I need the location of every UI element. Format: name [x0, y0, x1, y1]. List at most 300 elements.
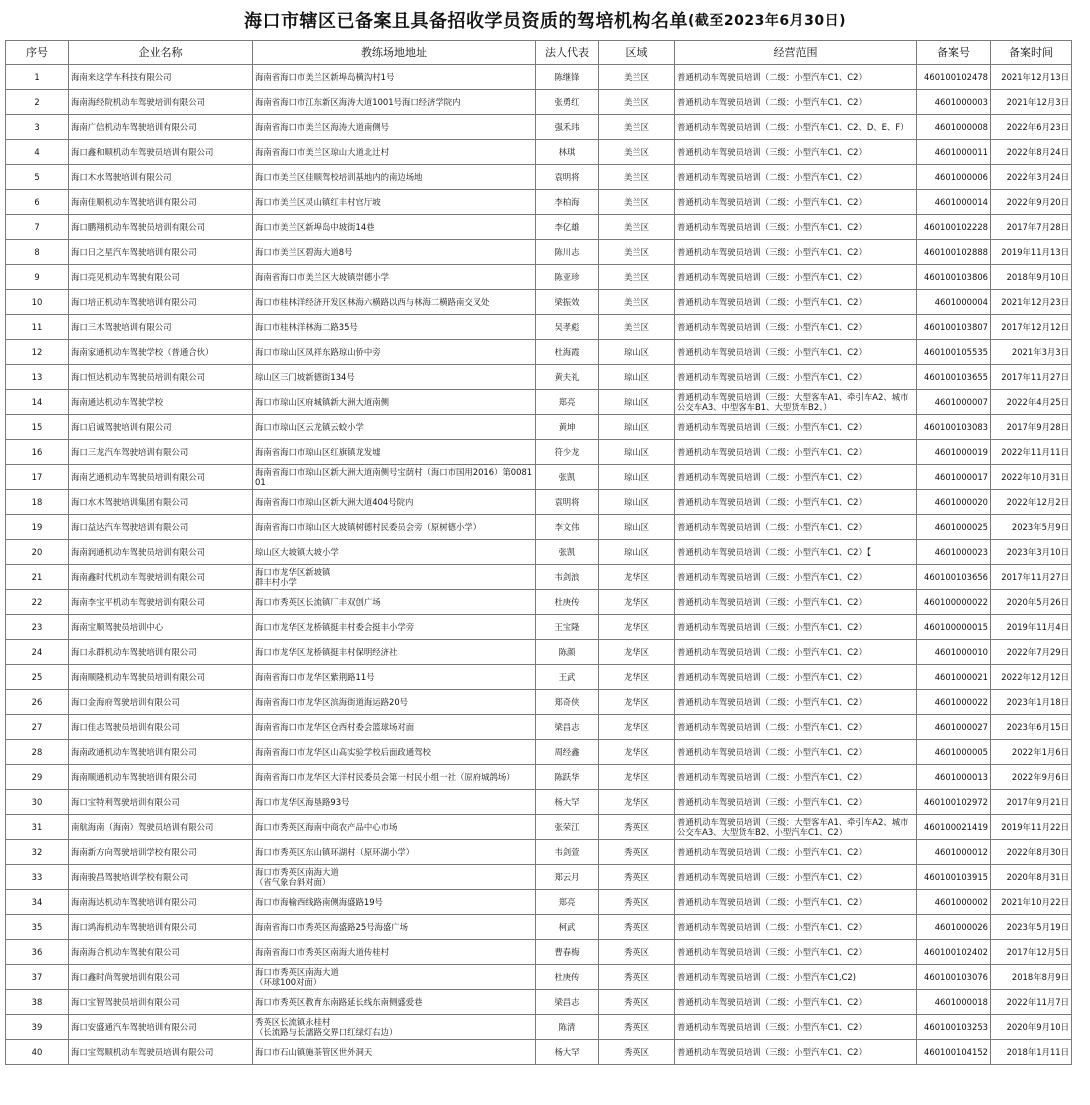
cell-registration-date: 2023年5月19日 — [991, 915, 1072, 940]
cell-registration-no: 460100103807 — [917, 315, 991, 340]
cell-company-name: 海南通达机动车驾驶学校 — [69, 390, 253, 415]
cell-registration-no: 4601000002 — [917, 890, 991, 915]
cell-registration-date: 2018年1月11日 — [991, 1040, 1072, 1065]
table-row — [6, 465, 1072, 490]
cell-index: 9 — [6, 265, 69, 290]
cell-legal-rep: 李亿雄 — [536, 215, 599, 240]
cell-registration-date: 2017年11月27日 — [991, 565, 1072, 590]
cell-index: 16 — [6, 440, 69, 465]
cell-training-address: 琼山区大坡镇大坡小学 — [253, 540, 536, 565]
cell-business-scope: 普通机动车驾驶员培训（三级：小型汽车C1、C2） — [675, 565, 917, 590]
cell-district: 琼山区 — [599, 340, 675, 365]
table-row — [6, 1015, 1072, 1040]
cell-legal-rep: 陈川志 — [536, 240, 599, 265]
cell-district: 琼山区 — [599, 515, 675, 540]
cell-business-scope: 普通机动车驾驶员培训（二级：小型汽车C1、C2） — [675, 715, 917, 740]
cell-business-scope: 普通机动车驾驶员培训（三级：小型汽车C1、C2） — [675, 940, 917, 965]
cell-company-name: 南航海南（海南）驾驶员培训有限公司 — [69, 815, 253, 840]
cell-company-name: 海口宝特利驾驶培训有限公司 — [69, 790, 253, 815]
table-row — [6, 140, 1072, 165]
table-row — [6, 340, 1072, 365]
table-row — [6, 565, 1072, 590]
cell-index: 34 — [6, 890, 69, 915]
cell-training-address: 海南省海口市美兰区琼山大道北辻村 — [253, 140, 536, 165]
cell-legal-rep: 韦剑浪 — [536, 565, 599, 590]
cell-legal-rep: 杜庚传 — [536, 590, 599, 615]
cell-company-name: 海南来这学车科技有限公司 — [69, 65, 253, 90]
cell-training-address: 海南省海口市琼山区红旗镇龙发墟 — [253, 440, 536, 465]
cell-registration-date: 2019年11月22日 — [991, 815, 1072, 840]
table-row — [6, 290, 1072, 315]
cell-registration-date: 2021年10月22日 — [991, 890, 1072, 915]
cell-training-address: 海南省海口市龙华区仓西村委会篮球场对面 — [253, 715, 536, 740]
cell-business-scope: 普通机动车驾驶员培训（三级：小型汽车C1、C2） — [675, 615, 917, 640]
cell-registration-no: 4601000021 — [917, 665, 991, 690]
cell-registration-date: 2022年1月6日 — [991, 740, 1072, 765]
cell-legal-rep: 郑亮 — [536, 890, 599, 915]
cell-district: 美兰区 — [599, 165, 675, 190]
header-cell: 备案时间 — [991, 41, 1072, 65]
cell-legal-rep: 郑奇侠 — [536, 690, 599, 715]
cell-business-scope: 普通机动车驾驶员培训（二级：小型汽车C1、C2） — [675, 990, 917, 1015]
cell-registration-no: 4601000003 — [917, 90, 991, 115]
cell-company-name: 海口宝驾顺机动车驾驶员培训有限公司 — [69, 1040, 253, 1065]
cell-company-name: 海南海合机动车驾驶有限公司 — [69, 940, 253, 965]
cell-business-scope: 普通机动车驾驶员培训（二级：小型汽车C1、C2） — [675, 165, 917, 190]
cell-business-scope: 普通机动车驾驶员培训（二级：小型汽车C1、C2） — [675, 690, 917, 715]
cell-district: 龙华区 — [599, 665, 675, 690]
cell-company-name: 海南家通机动车驾驶学校（普通合伙） — [69, 340, 253, 365]
cell-index: 13 — [6, 365, 69, 390]
cell-district: 龙华区 — [599, 615, 675, 640]
cell-registration-no: 460100103656 — [917, 565, 991, 590]
cell-index: 36 — [6, 940, 69, 965]
cell-registration-date: 2022年8月24日 — [991, 140, 1072, 165]
cell-registration-no: 4601000019 — [917, 440, 991, 465]
cell-legal-rep: 王宝隆 — [536, 615, 599, 640]
cell-registration-date: 2021年12月23日 — [991, 290, 1072, 315]
cell-business-scope: 普通机动车驾驶员培训（三级：小型汽车C1、C2） — [675, 1015, 917, 1040]
cell-district: 龙华区 — [599, 740, 675, 765]
cell-training-address: 海口市龙华区海垦路93号 — [253, 790, 536, 815]
cell-training-address: 海口市美兰区灵山镇红丰村官厅坡 — [253, 190, 536, 215]
cell-registration-date: 2023年6月15日 — [991, 715, 1072, 740]
cell-registration-no: 460100103915 — [917, 865, 991, 890]
cell-legal-rep: 杜海霞 — [536, 340, 599, 365]
cell-district: 美兰区 — [599, 190, 675, 215]
cell-registration-no: 460100000022 — [917, 590, 991, 615]
table-row — [6, 840, 1072, 865]
cell-business-scope: 普通机动车驾驶员培训（三级：小型汽车C1、C2） — [675, 240, 917, 265]
table-row — [6, 640, 1072, 665]
cell-index: 38 — [6, 990, 69, 1015]
table-row — [6, 165, 1072, 190]
table-row — [6, 615, 1072, 640]
cell-company-name: 海南广信机动车驾驶培训有限公司 — [69, 115, 253, 140]
cell-training-address: 海口市秀英区南海大道 （环球100对面） — [253, 965, 536, 990]
cell-district: 琼山区 — [599, 365, 675, 390]
cell-registration-no: 460100000015 — [917, 615, 991, 640]
cell-business-scope: 普通机动车驾驶员培训（二级：小型汽车C1、C2） — [675, 840, 917, 865]
cell-training-address: 海口市秀英区教育东南路延长线东南侧盛爱巷 — [253, 990, 536, 1015]
cell-district: 琼山区 — [599, 465, 675, 490]
cell-index: 40 — [6, 1040, 69, 1065]
cell-legal-rep: 强禾玮 — [536, 115, 599, 140]
cell-training-address: 海口市琼山区府城镇新大洲大道南侧 — [253, 390, 536, 415]
cell-business-scope: 普通机动车驾驶员培训（二级：小型汽车C1,C2) — [675, 965, 917, 990]
cell-business-scope: 普通机动车驾驶员培训（三级：小型汽车C1、C2） — [675, 315, 917, 340]
cell-business-scope: 普通机动车驾驶员培训（三级：大型客车A1、牵引车A2、城市公交车A3、大型货车B2、小型汽车C1、C2） — [675, 815, 917, 840]
cell-registration-date: 2018年8月9日 — [991, 965, 1072, 990]
table-row — [6, 190, 1072, 215]
cell-training-address: 海口市秀英区长流镇厂丰双创广场 — [253, 590, 536, 615]
cell-registration-no: 4601000025 — [917, 515, 991, 540]
cell-registration-date: 2022年12月2日 — [991, 490, 1072, 515]
cell-training-address: 海南省海口市龙华区山高实验学校后面政通驾校 — [253, 740, 536, 765]
cell-business-scope: 普通机动车驾驶员培训（二级：小型汽车C1、C2） — [675, 190, 917, 215]
table-row — [6, 440, 1072, 465]
cell-business-scope: 普通机动车驾驶员培训（三级：小型汽车C1、C2） — [675, 265, 917, 290]
cell-registration-date: 2017年9月21日 — [991, 790, 1072, 815]
cell-business-scope: 普通机动车驾驶员培训（三级：小型汽车C1、C2） — [675, 365, 917, 390]
table-row — [6, 715, 1072, 740]
cell-index: 28 — [6, 740, 69, 765]
cell-company-name: 海口永群机动车驾驶培训有限公司 — [69, 640, 253, 665]
table-row — [6, 690, 1072, 715]
cell-index: 6 — [6, 190, 69, 215]
cell-registration-date: 2022年6月23日 — [991, 115, 1072, 140]
cell-index: 10 — [6, 290, 69, 315]
table-row — [6, 665, 1072, 690]
cell-index: 26 — [6, 690, 69, 715]
cell-legal-rep: 杨大罕 — [536, 790, 599, 815]
cell-registration-no: 460100104152 — [917, 1040, 991, 1065]
cell-legal-rep: 吴孝彪 — [536, 315, 599, 340]
cell-registration-date: 2023年3月10日 — [991, 540, 1072, 565]
cell-registration-date: 2020年5月26日 — [991, 590, 1072, 615]
table-row — [6, 740, 1072, 765]
cell-legal-rep: 杨大罕 — [536, 1040, 599, 1065]
table-row — [6, 990, 1072, 1015]
cell-company-name: 海南海经院机动车驾驶培训有限公司 — [69, 90, 253, 115]
cell-business-scope: 普通机动车驾驶员培训（三级：小型汽车C1、C2） — [675, 1040, 917, 1065]
cell-registration-date: 2022年11月11日 — [991, 440, 1072, 465]
cell-registration-date: 2017年11月27日 — [991, 365, 1072, 390]
cell-company-name: 海南艺通机动车驾驶员培训有限公司 — [69, 465, 253, 490]
table-row — [6, 815, 1072, 840]
cell-training-address: 海口市龙华区龙桥镇挺丰村保明经济社 — [253, 640, 536, 665]
cell-company-name: 海南新方向驾驶培训学校有限公司 — [69, 840, 253, 865]
cell-registration-no: 460100102402 — [917, 940, 991, 965]
cell-index: 22 — [6, 590, 69, 615]
cell-legal-rep: 柯武 — [536, 915, 599, 940]
cell-legal-rep: 黄夫礼 — [536, 365, 599, 390]
cell-company-name: 海南李宝平机动车驾驶培训有限公司 — [69, 590, 253, 615]
cell-business-scope: 普通机动车驾驶员培训（三级：小型汽车C1、C2） — [675, 340, 917, 365]
cell-index: 33 — [6, 865, 69, 890]
cell-business-scope: 普通机动车驾驶员培训（二级：小型汽车C1、C2） — [675, 640, 917, 665]
cell-company-name: 海南顺通机动车驾驶培训有限公司 — [69, 765, 253, 790]
cell-registration-no: 460100105535 — [917, 340, 991, 365]
cell-registration-date: 2019年11月13日 — [991, 240, 1072, 265]
cell-training-address: 海南省海口市琼山区新大洲大道南侧号宝荫村（海口市国用2016）第008101 — [253, 465, 536, 490]
cell-registration-no: 460100103253 — [917, 1015, 991, 1040]
cell-business-scope: 普通机动车驾驶员培训（二级：小型汽车C1、C2） — [675, 490, 917, 515]
cell-district: 龙华区 — [599, 565, 675, 590]
cell-registration-no: 4601000020 — [917, 490, 991, 515]
cell-company-name: 海南骏昌驾驶培训学校有限公司 — [69, 865, 253, 890]
cell-business-scope: 普通机动车驾驶员培训（二级：小型汽车C1、C2） — [675, 290, 917, 315]
cell-district: 秀英区 — [599, 890, 675, 915]
table-row — [6, 265, 1072, 290]
cell-registration-date: 2022年8月30日 — [991, 840, 1072, 865]
cell-district: 美兰区 — [599, 265, 675, 290]
cell-registration-date: 2022年11月7日 — [991, 990, 1072, 1015]
table-row — [6, 865, 1072, 890]
cell-registration-date: 2022年10月31日 — [991, 465, 1072, 490]
cell-legal-rep: 袁明将 — [536, 165, 599, 190]
cell-legal-rep: 梁振效 — [536, 290, 599, 315]
table-row — [6, 890, 1072, 915]
cell-business-scope: 普通机动车驾驶员培训（三级：小型汽车C1、C2） — [675, 590, 917, 615]
cell-legal-rep: 梁昌志 — [536, 990, 599, 1015]
cell-district: 秀英区 — [599, 1040, 675, 1065]
cell-training-address: 海口市琼山区凤祥东路琼山侨中旁 — [253, 340, 536, 365]
cell-company-name: 海口益达汽车驾驶培训有限公司 — [69, 515, 253, 540]
cell-business-scope: 普通机动车驾驶员培训（二级：小型汽车C1、C2） — [675, 915, 917, 940]
table-row — [6, 490, 1072, 515]
cell-registration-date: 2021年12月3日 — [991, 90, 1072, 115]
cell-company-name: 海口三龙汽车驾驶培训有限公司 — [69, 440, 253, 465]
header-cell: 序号 — [6, 41, 69, 65]
cell-index: 32 — [6, 840, 69, 865]
cell-registration-date: 2018年9月10日 — [991, 265, 1072, 290]
cell-training-address: 海口市琼山区云龙镇云蛟小学 — [253, 415, 536, 440]
cell-legal-rep: 陈亚珍 — [536, 265, 599, 290]
cell-legal-rep: 梁昌志 — [536, 715, 599, 740]
cell-business-scope: 普通机动车驾驶员培训（二级：小型汽车C1、C2） — [675, 465, 917, 490]
cell-business-scope: 普通机动车驾驶员培训（二级：小型汽车C1、C2） — [675, 440, 917, 465]
cell-company-name: 海口亮见机动车驾驶有限公司 — [69, 265, 253, 290]
cell-registration-no: 460100102478 — [917, 65, 991, 90]
cell-business-scope: 普通机动车驾驶员培训（二级：小型汽车C1、C2、D、E、F） — [675, 115, 917, 140]
cell-district: 美兰区 — [599, 90, 675, 115]
cell-registration-date: 2022年3月24日 — [991, 165, 1072, 190]
cell-registration-date: 2023年1月18日 — [991, 690, 1072, 715]
cell-district: 秀英区 — [599, 915, 675, 940]
title-main: 海口市辖区已备案且具备招收学员资质的驾培机构名单 — [244, 11, 688, 32]
cell-index: 11 — [6, 315, 69, 340]
cell-legal-rep: 黄坤 — [536, 415, 599, 440]
cell-registration-date: 2017年12月12日 — [991, 315, 1072, 340]
cell-business-scope: 普通机动车驾驶员培训（二级：小型汽车C1、C2） — [675, 665, 917, 690]
page-title — [0, 0, 1090, 40]
cell-company-name: 海南宝顺驾驶员培训中心 — [69, 615, 253, 640]
cell-district: 美兰区 — [599, 290, 675, 315]
cell-index: 23 — [6, 615, 69, 640]
cell-registration-no: 4601000011 — [917, 140, 991, 165]
cell-training-address: 海南省海口市美兰区新埠岛横沟村1号 — [253, 65, 536, 90]
cell-registration-no: 4601000014 — [917, 190, 991, 215]
cell-training-address: 海口市美兰区新埠岛中坡街14巷 — [253, 215, 536, 240]
cell-district: 美兰区 — [599, 215, 675, 240]
table-row — [6, 415, 1072, 440]
cell-training-address: 海南省海口市龙华区紫荆路11号 — [253, 665, 536, 690]
cell-index: 30 — [6, 790, 69, 815]
cell-company-name: 海口恒达机动车驾驶员培训有限公司 — [69, 365, 253, 390]
cell-company-name: 海口鸿海机动车驾驶培训有限公司 — [69, 915, 253, 940]
header-cell: 教练场地地址 — [253, 41, 536, 65]
cell-district: 秀英区 — [599, 940, 675, 965]
cell-district: 秀英区 — [599, 965, 675, 990]
cell-registration-no: 4601000027 — [917, 715, 991, 740]
table-row — [6, 215, 1072, 240]
cell-business-scope: 普通机动车驾驶员培训（三级：大型客车A1、牵引车A2、城市公交车A3、中型客车B1、大型货车B2、） — [675, 390, 917, 415]
cell-registration-date: 2021年12月13日 — [991, 65, 1072, 90]
cell-registration-date: 2017年9月28日 — [991, 415, 1072, 440]
cell-district: 美兰区 — [599, 115, 675, 140]
cell-registration-date: 2022年9月20日 — [991, 190, 1072, 215]
cell-legal-rep: 林琪 — [536, 140, 599, 165]
cell-index: 27 — [6, 715, 69, 740]
cell-district: 琼山区 — [599, 440, 675, 465]
cell-training-address: 海口市石山镇施茶管区世外洞天 — [253, 1040, 536, 1065]
cell-business-scope: 普通机动车驾驶员培训（二级：小型汽车C1、C2）【 — [675, 540, 917, 565]
cell-training-address: 海南省海口市秀英区海盛路25号海盛广场 — [253, 915, 536, 940]
cell-legal-rep: 张凯 — [536, 540, 599, 565]
cell-company-name: 海口鑫和顺机动车驾驶员培训有限公司 — [69, 140, 253, 165]
header-cell: 经营范围 — [675, 41, 917, 65]
cell-registration-date: 2022年4月25日 — [991, 390, 1072, 415]
cell-index: 20 — [6, 540, 69, 565]
table-row — [6, 540, 1072, 565]
cell-training-address: 海南省海口市龙华区大洋村民委员会第一村民小组一社（原府城鸽场） — [253, 765, 536, 790]
cell-training-address: 海南省海口市龙华区滨海街道海运路20号 — [253, 690, 536, 715]
table-row — [6, 790, 1072, 815]
cell-company-name: 海口宝智驾驶员培训有限公司 — [69, 990, 253, 1015]
cell-training-address: 海口市美兰区佳顺驾校培训基地内的南边场地 — [253, 165, 536, 190]
cell-index: 39 — [6, 1015, 69, 1040]
cell-legal-rep: 郑云月 — [536, 865, 599, 890]
cell-training-address: 海口市秀英区南海大道 （省气象台斜对面） — [253, 865, 536, 890]
cell-registration-no: 4601000013 — [917, 765, 991, 790]
cell-business-scope: 普通机动车驾驶员培训（二级：小型汽车C1、C2） — [675, 65, 917, 90]
cell-district: 秀英区 — [599, 990, 675, 1015]
cell-district: 秀英区 — [599, 1015, 675, 1040]
cell-registration-date: 2020年8月31日 — [991, 865, 1072, 890]
cell-index: 12 — [6, 340, 69, 365]
cell-company-name: 海南佳顺机动车驾驶培训有限公司 — [69, 190, 253, 215]
cell-index: 25 — [6, 665, 69, 690]
header-cell: 企业名称 — [69, 41, 253, 65]
cell-training-address: 海口市秀英区东山镇环湖村（原环湖小学） — [253, 840, 536, 865]
cell-district: 美兰区 — [599, 315, 675, 340]
cell-legal-rep: 陈跃华 — [536, 765, 599, 790]
cell-company-name: 海口日之星汽车驾驶培训有限公司 — [69, 240, 253, 265]
cell-index: 1 — [6, 65, 69, 90]
table-row — [6, 65, 1072, 90]
cell-company-name: 海南顺隆机动车驾驶员培训有限公司 — [69, 665, 253, 690]
cell-registration-no: 4601000007 — [917, 390, 991, 415]
cell-legal-rep: 张凯 — [536, 465, 599, 490]
cell-index: 7 — [6, 215, 69, 240]
cell-registration-no: 4601000010 — [917, 640, 991, 665]
cell-business-scope: 普通机动车驾驶员培训（三级：小型汽车C1、C2） — [675, 790, 917, 815]
cell-registration-no: 4601000008 — [917, 115, 991, 140]
cell-business-scope: 普通机动车驾驶员培训（二级：小型汽车C1、C2） — [675, 740, 917, 765]
cell-company-name: 海口水木驾驶培训集团有限公司 — [69, 490, 253, 515]
cell-business-scope: 普通机动车驾驶员培训（二级：小型汽车C1、C2） — [675, 890, 917, 915]
cell-registration-no: 460100103083 — [917, 415, 991, 440]
cell-registration-date: 2019年11月4日 — [991, 615, 1072, 640]
cell-company-name: 海南润通机动车驾驶员培训有限公司 — [69, 540, 253, 565]
cell-registration-no: 460100103076 — [917, 965, 991, 990]
cell-district: 龙华区 — [599, 590, 675, 615]
cell-registration-no: 460100102972 — [917, 790, 991, 815]
cell-registration-date: 2022年7月29日 — [991, 640, 1072, 665]
table-row — [6, 115, 1072, 140]
cell-district: 美兰区 — [599, 140, 675, 165]
cell-registration-date: 2023年5月9日 — [991, 515, 1072, 540]
cell-index: 24 — [6, 640, 69, 665]
cell-legal-rep: 郑亮 — [536, 390, 599, 415]
cell-training-address: 海南省海口市美兰区大坡镇崇德小学 — [253, 265, 536, 290]
table-row — [6, 515, 1072, 540]
cell-training-address: 海口市秀英区海南中商农产品中心市场 — [253, 815, 536, 840]
cell-company-name: 海口培正机动车驾驶培训有限公司 — [69, 290, 253, 315]
cell-registration-no: 460100102228 — [917, 215, 991, 240]
cell-district: 秀英区 — [599, 815, 675, 840]
cell-registration-no: 4601000026 — [917, 915, 991, 940]
cell-legal-rep: 陈颜 — [536, 640, 599, 665]
cell-company-name: 海口鑫时尚驾驶培训有限公司 — [69, 965, 253, 990]
header-cell: 备案号 — [917, 41, 991, 65]
cell-registration-no: 4601000018 — [917, 990, 991, 1015]
header-cell: 法人代表 — [536, 41, 599, 65]
cell-legal-rep: 陈清 — [536, 1015, 599, 1040]
cell-legal-rep: 曹春梅 — [536, 940, 599, 965]
cell-index: 14 — [6, 390, 69, 415]
cell-training-address: 琼山区三门坡新德街134号 — [253, 365, 536, 390]
cell-company-name: 海南鑫时代机动车驾驶培训有限公司 — [69, 565, 253, 590]
title-suffix: (截至2023年6月30日) — [688, 13, 846, 29]
cell-training-address: 海口市海榆西线路南侧海盛路19号 — [253, 890, 536, 915]
registry-table — [5, 40, 1072, 1065]
cell-district: 龙华区 — [599, 640, 675, 665]
cell-registration-date: 2022年12月12日 — [991, 665, 1072, 690]
cell-index: 4 — [6, 140, 69, 165]
cell-registration-no: 4601000006 — [917, 165, 991, 190]
cell-registration-no: 4601000023 — [917, 540, 991, 565]
cell-training-address: 海南省海口市秀英区南海大道传桂村 — [253, 940, 536, 965]
cell-company-name: 海口鹏翔机动车驾驶员培训有限公司 — [69, 215, 253, 240]
cell-index: 29 — [6, 765, 69, 790]
cell-training-address: 海口市桂林洋林海二路35号 — [253, 315, 536, 340]
cell-district: 龙华区 — [599, 690, 675, 715]
cell-registration-no: 4601000004 — [917, 290, 991, 315]
header-cell: 区域 — [599, 41, 675, 65]
cell-district: 琼山区 — [599, 540, 675, 565]
cell-company-name: 海口木水驾驶培训有限公司 — [69, 165, 253, 190]
cell-business-scope: 普通机动车驾驶员培训（二级：小型汽车C1、C2） — [675, 90, 917, 115]
cell-business-scope: 普通机动车驾驶员培训（三级：小型汽车C1、C2） — [675, 215, 917, 240]
cell-registration-no: 460100103655 — [917, 365, 991, 390]
cell-index: 5 — [6, 165, 69, 190]
cell-training-address: 海口市桂林洋经济开发区林海六横路以西与林海二横路南交叉处 — [253, 290, 536, 315]
cell-registration-no: 4601000005 — [917, 740, 991, 765]
cell-legal-rep: 张荣江 — [536, 815, 599, 840]
cell-training-address: 海口市龙华区龙桥镇挺丰村委会挺丰小学旁 — [253, 615, 536, 640]
